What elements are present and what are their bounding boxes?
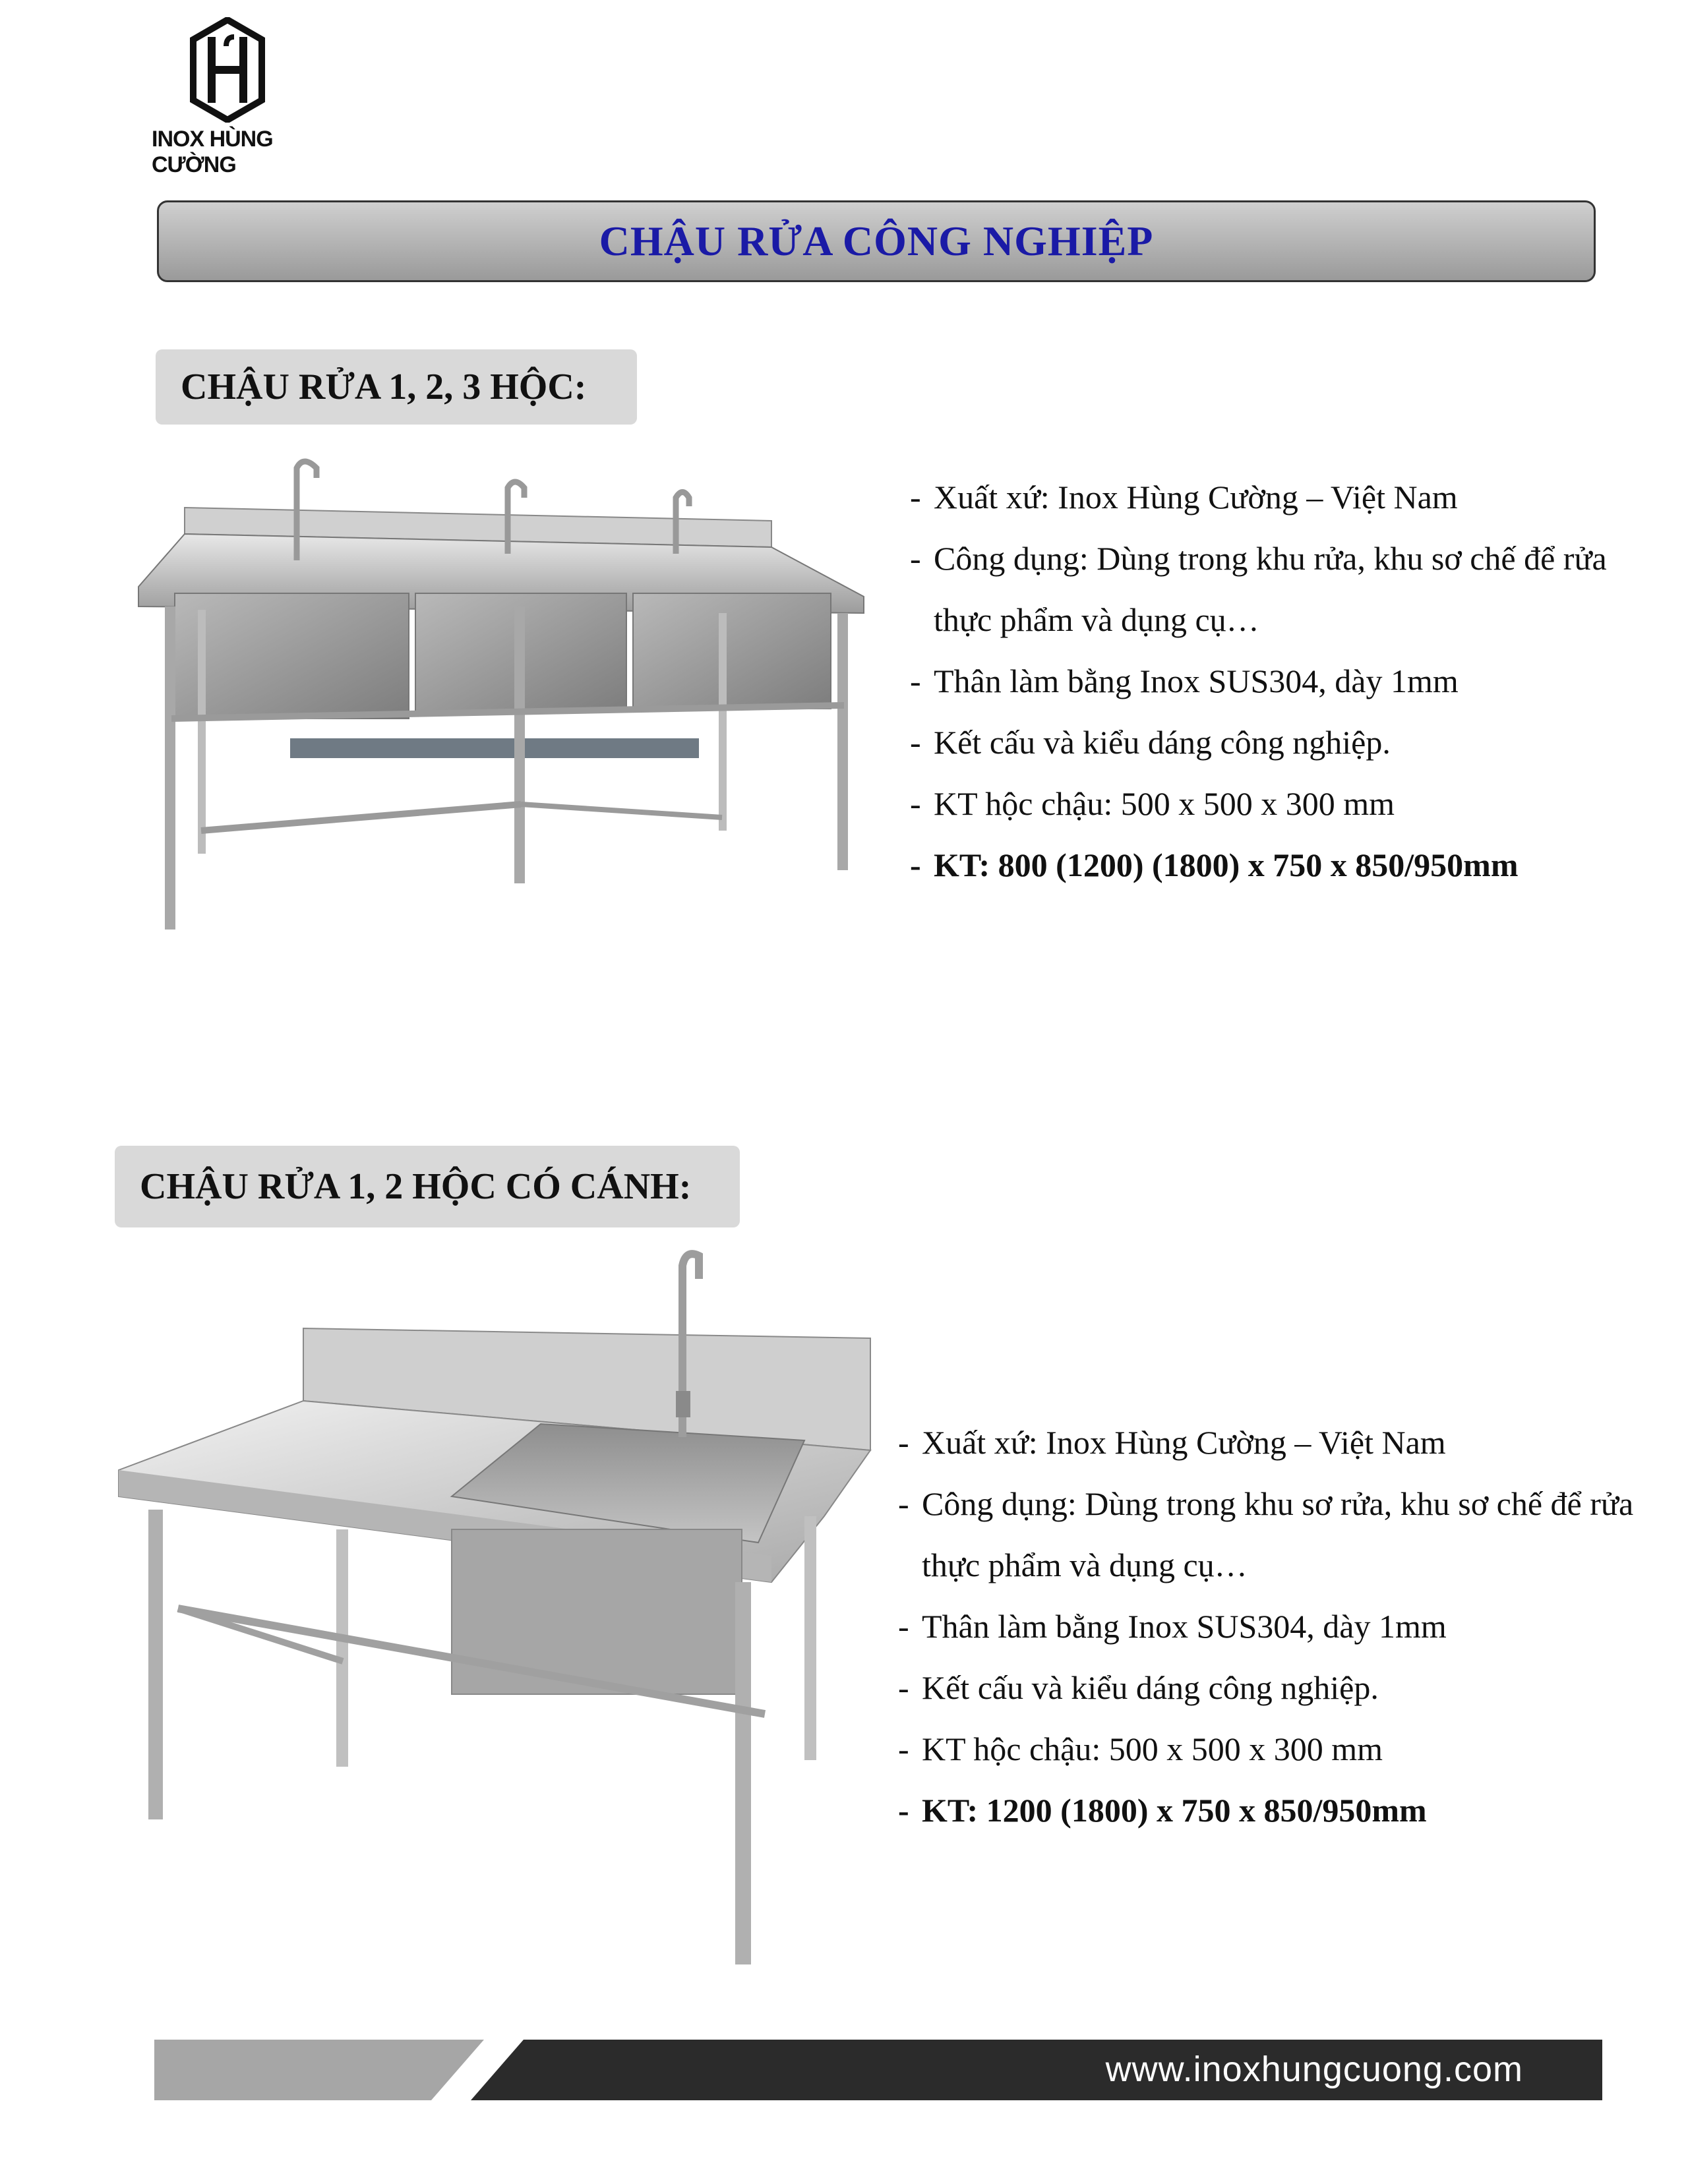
spec-usage: - Công dụng: Dùng trong khu rửa, khu sơ chế để rửa thực phẩm và dụng cụ… (910, 528, 1648, 651)
spec-overall-size: - KT: 1200 (1800) x 750 x 850/950mm (898, 1780, 1656, 1841)
spec-origin: - Xuất xứ: Inox Hùng Cường – Việt Nam (898, 1412, 1656, 1473)
spec-basin-size: - KT hộc chậu: 500 x 500 x 300 mm (898, 1719, 1656, 1780)
brand-name: INOX HÙNG CƯỜNG (152, 127, 273, 177)
spec-material: - Thân làm bằng Inox SUS304, dày 1mm (898, 1596, 1656, 1657)
spec-overall-size: - KT: 800 (1200) (1800) x 750 x 850/950mm (910, 835, 1648, 896)
footer-band (154, 2040, 1602, 2100)
title-banner (157, 200, 1596, 282)
spec-list-1 (910, 467, 1648, 896)
brand-logo (152, 17, 303, 177)
spec-material: - Thân làm bằng Inox SUS304, dày 1mm (910, 651, 1648, 712)
spec-basin-size: - KT hộc chậu: 500 x 500 x 300 mm (910, 773, 1648, 835)
spec-origin: - Xuất xứ: Inox Hùng Cường – Việt Nam (910, 467, 1648, 528)
spec-structure: - Kết cấu và kiểu dáng công nghiệp. (910, 712, 1648, 773)
spec-structure: - Kết cấu và kiểu dáng công nghiệp. (898, 1657, 1656, 1719)
spec-list-2 (898, 1412, 1656, 1841)
product-image-triple-sink (125, 448, 877, 936)
section-heading-2: CHẬU RỬA 1, 2 HỘC CÓ CÁNH: (115, 1146, 740, 1227)
product-image-sink-with-wing (112, 1239, 884, 1978)
spec-usage: - Công dụng: Dùng trong khu sơ rửa, khu sơ chế để rửa thực phẩm và dụng cụ… (898, 1473, 1656, 1596)
website-link[interactable]: www.inoxhungcuong.com (1105, 2050, 1523, 2089)
page-title: CHẬU RỬA CÔNG NGHIỆP (599, 218, 1154, 264)
section-heading-1: CHẬU RỬA 1, 2, 3 HỘC: (156, 349, 637, 425)
brand-hexagon-icon (188, 17, 267, 123)
